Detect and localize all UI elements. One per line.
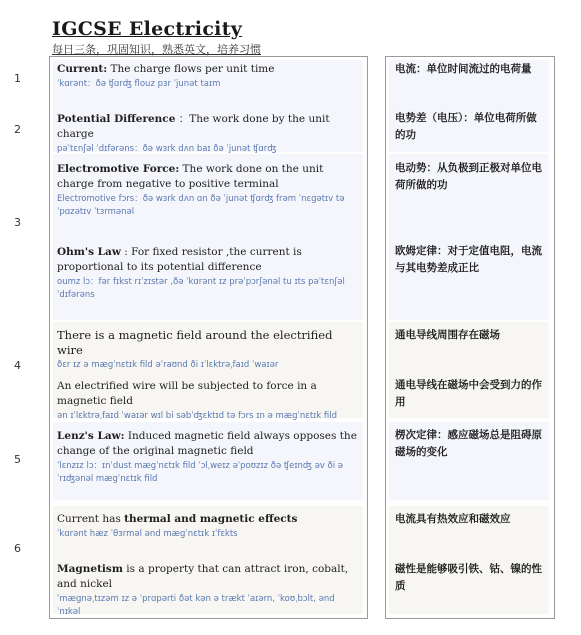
ipa-text: ˈkɑrənt：ðə ʧɑrʤ flouz pɜr ˈjunət taɪm [57,79,221,89]
row-number: 3 [14,216,21,229]
term-label: Current: [57,63,108,75]
term-label: Ohm's Law [57,246,121,258]
translation-current-effects: 电流具有热效应和磁效应 [395,513,511,525]
translation-potential-difference: 电势差（电压）：单位电荷所做的功 [395,112,537,141]
row-number: 5 [14,453,21,466]
translation-magnetism: 磁性是能够吸引铁、钴、镍的性质 [395,563,542,592]
entry-potential-difference [57,112,359,156]
ipa-text: ˈkɑrənt hæz ˈθɜrməl ənd mægˈnɛtɪk ɪˈfɛkts [57,529,238,539]
entry-magnetism [57,562,359,619]
term-label: Potential Difference [57,113,176,125]
ipa-text: ˈmægnəˌtɪzəm ɪz ə ˈprɑpərti ðət kən ə trækt ˈaɪərn, ˈkoʊˌbɔlt, ənd ˈnɪkəl [57,594,335,617]
definition-text: The charge flows per unit time [107,63,275,75]
definition-text: Current has [57,513,125,525]
entry-current [57,62,359,91]
entry-current-effects [57,512,359,541]
definition-text: ：The work done by the unit charge [57,113,330,140]
entry-force-on-wire [57,379,359,423]
translation-lenz-law: 楞次定律：感应磁场总是阻碍原磁场的变化 [395,429,542,458]
translation-ohms-law: 欧姆定律：对于定值电阻，电流与其电势差成正比 [395,245,542,274]
term-label: thermal and magnetic effects [124,513,298,525]
definition-text: Induced magnetic field always opposes the change of the original magnetic field [57,430,357,457]
ipa-text: ˈlɛnzɪz lɔ：ɪnˈdust mægˈnɛtɪk fild ˈɔlˌweɪz əˈpoʊzɪz ðə ʧeɪnʤ əv ði əˈrɪʤənəl mægˈnɛtɪk fild [57,461,344,484]
term-label: Lenz's Law: [57,430,125,442]
definition-text: : For fixed resistor ,the current is proportional to its potential difference [57,246,302,273]
term-label: Magnetism [57,563,123,575]
page-subtitle: 每日三条，巩固知识，熟悉英文，培养习惯 [52,43,261,56]
translation-emf: 电动势：从负极到正极对单位电荷所做的功 [395,162,542,191]
entry-magnetic-field [57,328,359,372]
ipa-text: Electromotive fɔrs：ðə wɜrk dʌn ɑn ðə ˈjunət ʧɑrʤ frəm ˈnɛgətɪv tə ˈpɑzətɪv ˈtɜrmənəl [57,194,345,217]
definition-text: There is a magnetic field around the electrified wire [57,328,333,357]
translation-magnetic-field: 通电导线周围存在磁场 [395,329,500,341]
ipa-text: pəˈtɛnʃəl ˈdɪfərəns：ðə wɜrk dʌn baɪ ðə ˈjunət ʧɑrʤ [57,144,277,154]
entry-emf [57,162,359,219]
definition-text: is a property that can attract iron, cobalt, and nickel [57,563,349,590]
row-number: 2 [14,123,21,136]
entry-lenz-law [57,429,359,486]
translation-current: 电流：单位时间流过的电荷量 [395,63,532,75]
term-label: Electromotive Force: [57,163,180,175]
row-number: 6 [14,542,21,555]
page-title: IGCSE Electricity [52,18,243,40]
ipa-text: oumz lɔ：fər fɪkst rɪˈzɪstər ,ðə ˈkɑrənt ɪz prəˈpɔrʃənəl tu ɪts pəˈtɛnʃəl ˈdɪfərəns [57,277,345,300]
ipa-text: ðɛr ɪz ə mægˈnɛtɪk fild əˈraʊnd ði ɪˈlɛktrəˌfaɪd ˈwaɪər [57,360,279,370]
ipa-text: ən ɪˈlɛktrəˌfaɪd ˈwaɪər wɪl bi səbˈʤɛktɪd tə fɔrs ɪn ə mægˈnɛtɪk fild [57,411,338,421]
translation-force-on-wire: 通电导线在磁场中会受到力的作用 [395,379,542,408]
definition-text: The work done on the unit charge from negative to positive terminal [57,163,324,190]
row-number: 4 [14,359,21,372]
row-number: 1 [14,72,21,85]
entry-ohms-law [57,245,359,302]
definition-text: An electrified wire will be subjected to force in a magnetic field [57,380,317,407]
